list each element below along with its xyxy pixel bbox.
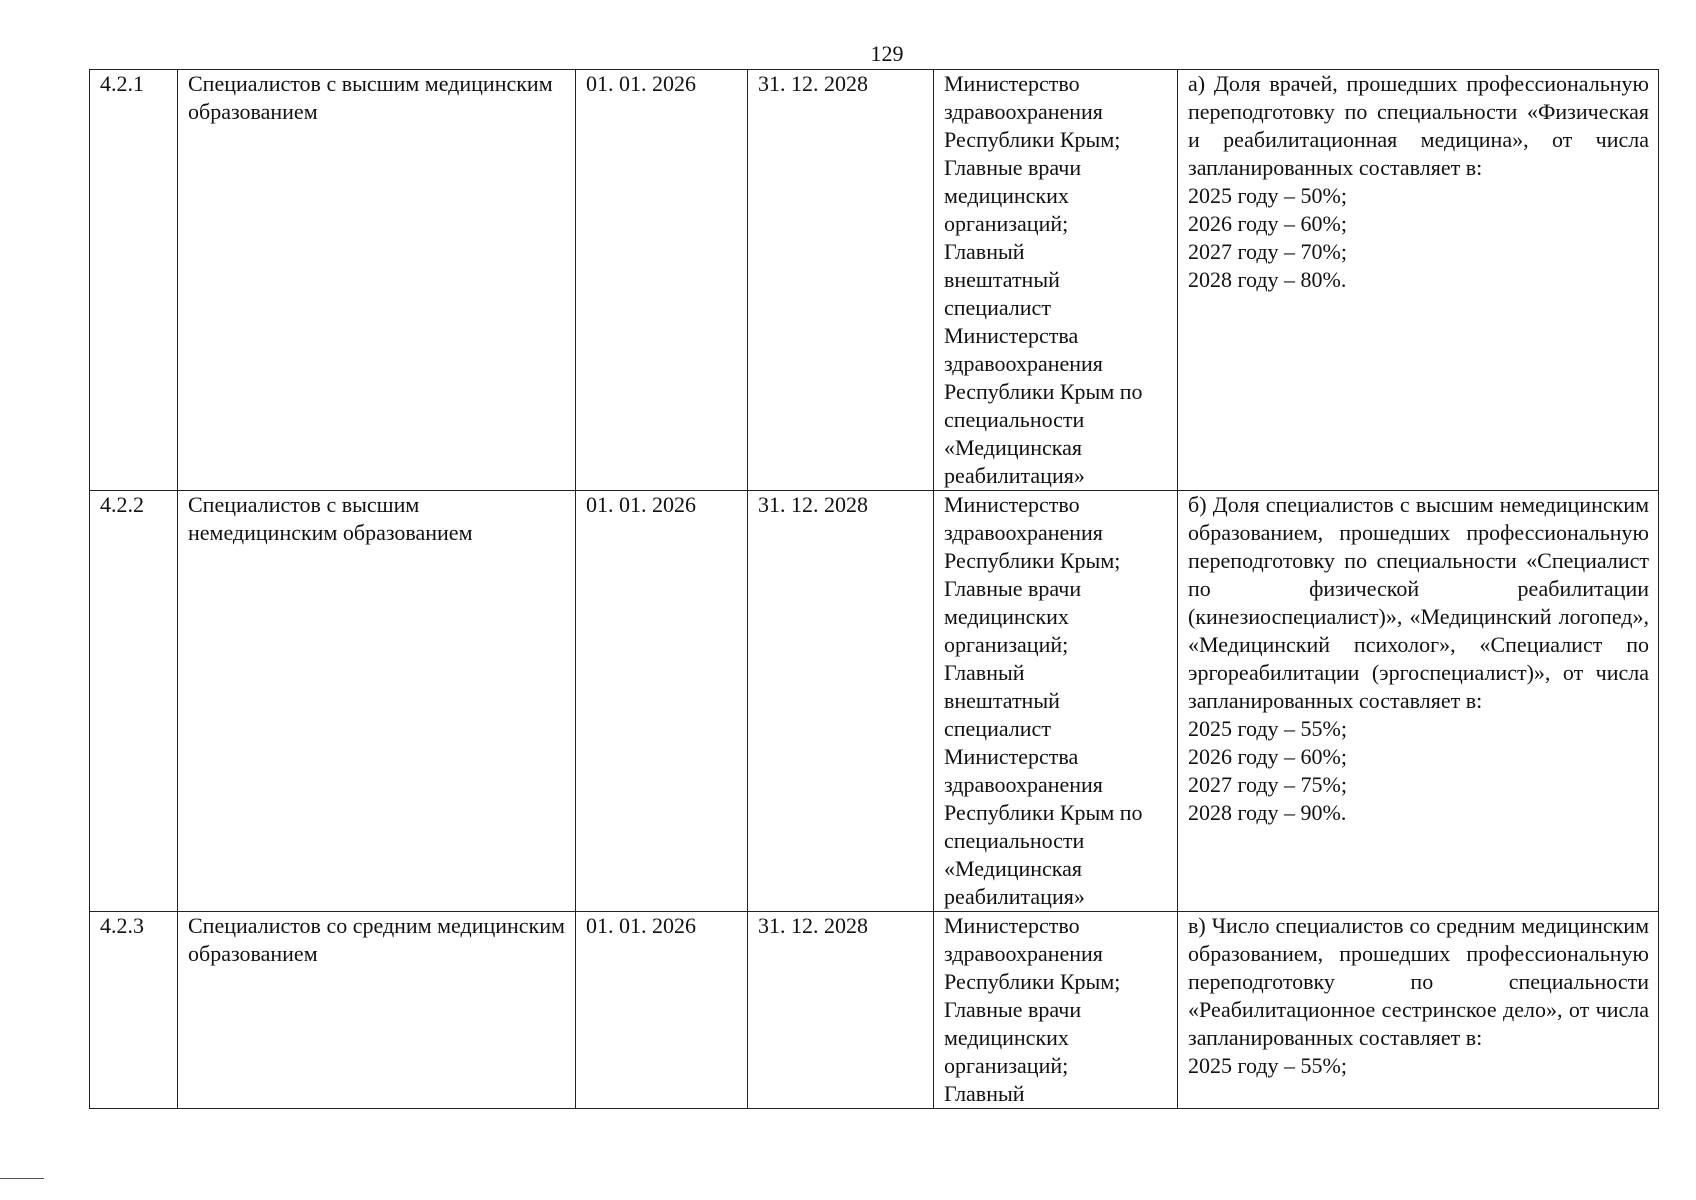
end-date-cell: 31. 12. 2028 [748,912,934,1109]
responsible-line: организаций; [944,211,1069,236]
responsible-line: Республики Крым; [944,548,1121,573]
responsible-line: Министерство [944,71,1080,96]
measures-table [89,69,1659,1109]
responsible-line: здравоохранения [944,351,1103,376]
indicator-text: б) Доля специалистов с высшим немедицинским образованием, прошедших профессиональную переподготовку по специальности «Специалист по физической реабилитации (кинезиоспециалист)», «Медицинский логопед», «Медицинский психолог», «Специалист по эргореабилитации (эргоспециалист)», от числа запланированных составляет в: [1188,492,1649,713]
responsible-line: реабилитация» [944,884,1085,909]
responsible-line: Министерство [944,492,1080,517]
category-cell: Специалистов с высшим медицинским образованием [178,70,576,491]
target-line: 2025 году – 50%; [1188,183,1347,208]
responsible-line: Главные врачи [944,997,1082,1022]
responsible-line: Главный [944,239,1025,264]
responsible-cell [934,912,1178,1109]
indicator-cell [1178,912,1659,1109]
indicator-text: а) Доля врачей, прошедших профессиональную переподготовку по специальности «Физическая и реабилитационная медицина», от числа запланированных составляет в: [1188,71,1649,180]
category-cell: Специалистов со средним медицинским образованием [178,912,576,1109]
target-line: 2025 году – 55%; [1188,716,1347,741]
responsible-line: Главные врачи [944,576,1082,601]
scan-artifact-line [0,1178,44,1179]
responsible-line: «Медицинская [944,435,1083,460]
responsible-line: медицинских [944,1025,1069,1050]
target-line: 2025 году – 55%; [1188,1053,1347,1078]
start-date-cell: 01. 01. 2026 [576,912,748,1109]
target-line: 2026 году – 60%; [1188,744,1347,769]
target-line: 2026 году – 60%; [1188,211,1347,236]
responsible-line: внештатный [944,267,1060,292]
category-cell: Специалистов с высшим немедицинским образованием [178,491,576,912]
responsible-line: Республики Крым по [944,379,1143,404]
responsible-line: организаций; [944,632,1069,657]
responsible-line: здравоохранения [944,99,1103,124]
indicator-text: в) Число специалистов со средним медицинским образованием, прошедших профессиональную переподготовку по специальности «Реабилитационное сестринское дело», от числа запланированных составляет в: [1188,913,1649,1050]
responsible-line: специалист [944,716,1051,741]
table-row [90,912,1659,1109]
responsible-line: специалист [944,295,1051,320]
table-row [90,70,1659,491]
responsible-cell [934,491,1178,912]
end-date-cell: 31. 12. 2028 [748,70,934,491]
responsible-line: реабилитация» [944,463,1085,488]
item-number-cell: 4.2.1 [90,70,178,491]
item-number-cell: 4.2.3 [90,912,178,1109]
responsible-line: Главный [944,1081,1025,1106]
end-date-cell: 31. 12. 2028 [748,491,934,912]
responsible-line: здравоохранения [944,520,1103,545]
indicator-cell [1178,491,1659,912]
target-line: 2028 году – 80%. [1188,267,1347,292]
responsible-line: медицинских [944,183,1069,208]
responsible-line: специальности [944,828,1085,853]
responsible-line: Республики Крым; [944,969,1121,994]
responsible-line: организаций; [944,1053,1069,1078]
responsible-line: Главный [944,660,1025,685]
responsible-line: Главные врачи [944,155,1082,180]
start-date-cell: 01. 01. 2026 [576,70,748,491]
target-line: 2027 году – 75%; [1188,772,1347,797]
indicator-cell [1178,70,1659,491]
responsible-line: Министерство [944,913,1080,938]
responsible-line: «Медицинская [944,856,1083,881]
target-line: 2028 году – 90%. [1188,800,1347,825]
responsible-line: Республики Крым; [944,127,1121,152]
page-number: 129 [870,41,904,66]
responsible-cell [934,70,1178,491]
responsible-line: внештатный [944,688,1060,713]
responsible-line: здравоохранения [944,941,1103,966]
table-row [90,491,1659,912]
responsible-line: медицинских [944,604,1069,629]
responsible-line: Министерства [944,744,1079,769]
start-date-cell: 01. 01. 2026 [576,491,748,912]
responsible-line: специальности [944,407,1085,432]
responsible-line: Республики Крым по [944,800,1143,825]
responsible-line: здравоохранения [944,772,1103,797]
item-number-cell: 4.2.2 [90,491,178,912]
responsible-line: Министерства [944,323,1079,348]
target-line: 2027 году – 70%; [1188,239,1347,264]
